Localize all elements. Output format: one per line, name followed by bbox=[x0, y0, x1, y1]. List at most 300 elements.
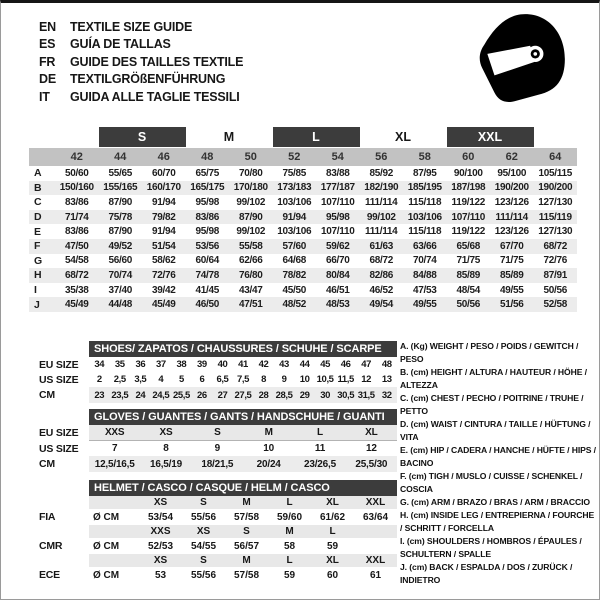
measure-value: 185/195 bbox=[407, 182, 442, 194]
shoe-eu-size: 46 bbox=[340, 359, 351, 370]
size-column-header: 44 bbox=[114, 151, 127, 163]
measure-value: 75/78 bbox=[108, 211, 133, 223]
glove-cm-size: 25,5/30 bbox=[355, 458, 388, 470]
helmet-size: M bbox=[285, 526, 294, 537]
helmet-size: XS bbox=[196, 526, 211, 537]
measure-value: 99/102 bbox=[366, 211, 396, 223]
glove-size: XXS bbox=[104, 427, 125, 438]
measure-value: 87/95 bbox=[412, 167, 437, 179]
us-size-label: US SIZE bbox=[39, 442, 79, 455]
row-letter: F bbox=[34, 240, 41, 253]
measure-value: 65/75 bbox=[195, 167, 220, 179]
group-spacer bbox=[534, 127, 578, 147]
language-title-list bbox=[39, 18, 243, 106]
gloves-table-header: GLOVES / GUANTES / GANTS / HANDSCHUHE / GUANTI bbox=[89, 409, 397, 425]
diameter-label: Ø CM bbox=[93, 511, 120, 523]
measure-value: 68/72 bbox=[369, 255, 394, 267]
size-group-xl: XL bbox=[395, 130, 411, 144]
shoe-eu-size: 48 bbox=[381, 359, 392, 370]
measure-value: 103/106 bbox=[277, 226, 312, 238]
helmet-cm-value: 55/56 bbox=[190, 511, 217, 523]
glove-cm-size: 16,5/19 bbox=[150, 458, 182, 470]
measure-value: 119/122 bbox=[451, 196, 485, 208]
helmet-size: XXS bbox=[150, 526, 171, 537]
label-spacer bbox=[29, 554, 89, 567]
cm-label: CM bbox=[39, 389, 55, 401]
measure-value: 80/84 bbox=[325, 269, 350, 281]
language-code: IT bbox=[39, 89, 50, 104]
measure-value: 37/40 bbox=[108, 284, 133, 296]
shoe-us-size: 8 bbox=[261, 374, 266, 385]
row-letter: J bbox=[34, 298, 40, 311]
measure-value: 49/52 bbox=[108, 240, 133, 252]
measure-value: 182/190 bbox=[364, 182, 399, 194]
shoe-eu-size: 41 bbox=[238, 359, 248, 370]
measure-value: 47/50 bbox=[64, 240, 89, 252]
cmr-size-labels bbox=[89, 525, 397, 538]
helmet-cm-value: 55/56 bbox=[190, 569, 217, 581]
size-column-header: 42 bbox=[70, 151, 83, 163]
group-spacer bbox=[29, 127, 99, 147]
label-spacer bbox=[29, 480, 89, 496]
label-spacer bbox=[29, 525, 89, 538]
measure-value: 44/48 bbox=[108, 299, 133, 311]
legend-item: A. (Kg) WEIGHT / PESO / POIDS / GEWITCH / PESO bbox=[400, 341, 579, 364]
measure-value: 173/183 bbox=[277, 182, 312, 194]
measure-value: 95/98 bbox=[195, 226, 220, 238]
measure-value: 47/53 bbox=[412, 284, 437, 296]
measure-value: 64/68 bbox=[282, 255, 307, 267]
helmet-fia-values-row bbox=[29, 509, 397, 525]
helmet-size: XS bbox=[153, 555, 168, 566]
shoe-eu-size: 38 bbox=[176, 359, 187, 370]
ece-label: ECE bbox=[39, 569, 60, 581]
legend-item: H. (cm) INSIDE LEG / ENTREPIERNA / FOURCHE / SCHRITT / FORCELLA bbox=[400, 510, 595, 533]
size-column-header: 58 bbox=[418, 151, 431, 163]
size-group-l: L bbox=[273, 127, 360, 147]
gloves-us-row bbox=[29, 441, 397, 456]
shoe-cm-size: 30,5 bbox=[337, 389, 355, 401]
measure-value: 107/110 bbox=[451, 211, 485, 223]
guide-title: TEXTILE SIZE GUIDE bbox=[70, 19, 193, 34]
helmet-icon bbox=[468, 8, 574, 110]
measure-value: 111/114 bbox=[365, 196, 398, 208]
measure-value: 85/89 bbox=[456, 269, 481, 281]
shoe-cm-size: 27 bbox=[217, 389, 228, 401]
measure-value: 61/63 bbox=[369, 240, 394, 252]
helmet-cm-value: 61/62 bbox=[319, 511, 346, 523]
measure-value: 72/76 bbox=[543, 255, 568, 267]
measure-value: 187/198 bbox=[451, 182, 486, 194]
cmr-label: CMR bbox=[39, 540, 63, 552]
helmet-cm-value: 52/53 bbox=[147, 540, 174, 552]
measure-value: 55/58 bbox=[238, 240, 263, 252]
measure-value: 53/56 bbox=[195, 240, 220, 252]
helmet-header-row bbox=[29, 480, 397, 496]
glove-us-size: 8 bbox=[163, 443, 169, 454]
measure-value: 99/102 bbox=[236, 196, 266, 208]
measure-value: 71/75 bbox=[499, 255, 524, 267]
legend-item: F. (cm) TIGH / MUSLO / CUISSE / SCHENKEL / COSCIA bbox=[400, 471, 583, 494]
glove-size: S bbox=[214, 427, 221, 438]
shoe-eu-size: 37 bbox=[155, 359, 166, 370]
glove-cm-size: 20/24 bbox=[256, 458, 281, 470]
measure-value: 49/55 bbox=[499, 284, 524, 296]
helmet-cm-value: 59 bbox=[283, 569, 296, 581]
shoe-cm-size: 23 bbox=[94, 389, 105, 401]
shoe-us-size: 3,5 bbox=[134, 374, 147, 385]
measure-value: 123/126 bbox=[494, 226, 529, 238]
size-column-header: 50 bbox=[244, 151, 257, 163]
glove-us-size: 9 bbox=[214, 443, 220, 454]
helmet-size: XL bbox=[326, 497, 339, 508]
measure-value: 99/102 bbox=[236, 226, 266, 238]
measure-value: 55/65 bbox=[108, 167, 133, 179]
shoe-us-size: 6 bbox=[199, 374, 205, 385]
glove-us-size: 10 bbox=[263, 443, 275, 454]
size-column-header: 48 bbox=[201, 151, 214, 163]
measure-value: 115/119 bbox=[538, 211, 572, 223]
measure-value: 75/85 bbox=[282, 167, 307, 179]
measure-value: 105/115 bbox=[538, 167, 572, 179]
helmet-size: L bbox=[329, 526, 336, 537]
language-row bbox=[39, 88, 243, 106]
helmet-cm-value: 53 bbox=[154, 569, 167, 581]
measure-value: 107/110 bbox=[321, 226, 355, 238]
measure-value: 127/130 bbox=[538, 196, 573, 208]
shoe-eu-size: 40 bbox=[217, 359, 228, 370]
row-letter: B bbox=[34, 181, 42, 194]
measure-value: 70/74 bbox=[108, 269, 133, 281]
measure-value: 111/114 bbox=[365, 226, 398, 238]
shoes-header-row bbox=[29, 341, 397, 357]
language-row bbox=[39, 36, 243, 54]
shoe-eu-size: 44 bbox=[299, 359, 310, 370]
shoe-cm-size: 28 bbox=[258, 389, 269, 401]
measure-value: 83/88 bbox=[325, 167, 350, 179]
size-number-row bbox=[29, 148, 577, 166]
shoe-cm-size: 23,5 bbox=[111, 389, 129, 401]
measure-value: 50/56 bbox=[456, 299, 481, 311]
legend-item: I. (cm) SHOULDERS / HOMBROS / ÉPAULES / SCHULTERN / SPALLE bbox=[400, 536, 582, 559]
glove-cm-size: 23/26,5 bbox=[304, 458, 336, 470]
shoe-cm-size: 25,5 bbox=[172, 389, 190, 401]
eu-size-label: EU SIZE bbox=[39, 358, 79, 371]
helmet-cm-value: 61 bbox=[369, 569, 382, 581]
measure-value: 72/76 bbox=[151, 269, 176, 281]
legend-item: D. (cm) WAIST / CINTURA / TAILLE / HÜFTUNG / VITA bbox=[400, 419, 591, 442]
measure-row-h bbox=[29, 268, 577, 283]
glove-size: XL bbox=[365, 427, 378, 438]
measure-value: 48/54 bbox=[456, 284, 481, 296]
measure-row-d bbox=[29, 210, 577, 225]
measure-value: 103/106 bbox=[277, 196, 312, 208]
measure-value: 68/72 bbox=[64, 269, 89, 281]
helmet-cm-value: 59/60 bbox=[276, 511, 303, 523]
measure-value: 50/56 bbox=[543, 284, 568, 296]
helmet-table-header: HELMET / CASCO / CASQUE / HELM / CASCO bbox=[89, 480, 397, 496]
measure-value: 45/49 bbox=[151, 299, 176, 311]
textile-size-table bbox=[29, 127, 577, 312]
label-spacer bbox=[29, 409, 89, 425]
helmet-cm-value: 60 bbox=[326, 569, 339, 581]
size-column-header: 56 bbox=[375, 151, 388, 163]
shoes-table-header: SHOES/ ZAPATOS / CHAUSSURES / SCHUHE / SCARPE bbox=[89, 341, 397, 357]
measure-value: 54/58 bbox=[64, 255, 89, 267]
ece-values bbox=[89, 567, 397, 583]
eu-size-label: EU SIZE bbox=[39, 427, 79, 439]
measure-value: 68/72 bbox=[543, 240, 568, 252]
diameter-spacer bbox=[89, 525, 139, 538]
guide-title: GUIDA ALLE TAGLIE TESSILI bbox=[70, 89, 240, 104]
measure-value: 45/50 bbox=[282, 284, 307, 296]
helmet-cm-value: 56/57 bbox=[233, 540, 260, 552]
shoe-us-size: 10 bbox=[299, 374, 310, 385]
measure-value: 87/90 bbox=[108, 226, 133, 238]
measure-value: 71/74 bbox=[64, 211, 89, 223]
measure-value: 50/60 bbox=[64, 167, 89, 179]
cmr-values bbox=[89, 538, 397, 554]
legend-item: J. (cm) BACK / ESPALDA / DOS / ZURÜCK / INDIETRO bbox=[400, 562, 573, 585]
shoes-cm-values bbox=[89, 387, 397, 403]
glove-us-size: 7 bbox=[111, 443, 118, 454]
diameter-spacer bbox=[89, 496, 139, 509]
size-column-header: 64 bbox=[549, 151, 562, 163]
helmet-cmr-values-row bbox=[29, 538, 397, 554]
shoe-cm-size: 27,5 bbox=[234, 389, 252, 401]
shoe-cm-size: 29 bbox=[299, 389, 310, 401]
size-column-header: 54 bbox=[331, 151, 344, 163]
measure-value: 46/50 bbox=[195, 299, 220, 311]
helmet-size: M bbox=[242, 555, 251, 566]
shoe-us-size: 10,5 bbox=[316, 374, 334, 385]
fia-values bbox=[89, 509, 397, 525]
language-row bbox=[39, 18, 243, 36]
shoes-eu-values bbox=[89, 357, 397, 372]
fia-size-labels bbox=[89, 496, 397, 509]
size-group-s: S bbox=[99, 127, 186, 147]
glove-us-size: 12 bbox=[365, 443, 377, 454]
shoe-eu-size: 42 bbox=[258, 359, 269, 370]
shoes-cm-row bbox=[29, 387, 397, 403]
helmet-cm-value: 57/58 bbox=[233, 569, 260, 581]
glove-size: XS bbox=[159, 427, 173, 438]
helmet-fia-sizes-row bbox=[29, 496, 397, 509]
shoe-cm-size: 28,5 bbox=[275, 389, 293, 401]
measure-value: 123/126 bbox=[494, 196, 529, 208]
helmet-cm-value: 57/58 bbox=[233, 511, 260, 523]
shoe-eu-size: 35 bbox=[114, 359, 125, 370]
measure-row-b bbox=[29, 181, 577, 196]
helmet-size: M bbox=[242, 497, 251, 508]
measure-value: 48/52 bbox=[282, 299, 307, 311]
shoe-eu-size: 39 bbox=[197, 359, 207, 370]
measure-value: 46/52 bbox=[369, 284, 394, 296]
helmet-size: S bbox=[200, 497, 207, 508]
helmet-size: XXL bbox=[365, 555, 386, 566]
measure-value: 87/90 bbox=[238, 211, 263, 223]
measure-value: 46/51 bbox=[325, 284, 350, 296]
language-code: ES bbox=[39, 37, 56, 52]
measure-value: 103/106 bbox=[407, 211, 442, 223]
measure-value: 47/51 bbox=[238, 299, 263, 311]
shoe-us-size: 6,5 bbox=[216, 374, 229, 385]
measure-value: 91/94 bbox=[151, 196, 176, 208]
measure-value: 51/54 bbox=[151, 240, 176, 252]
measure-value: 49/54 bbox=[369, 299, 394, 311]
measure-value: 115/118 bbox=[408, 196, 442, 208]
size-column-header: 46 bbox=[157, 151, 170, 163]
measure-value: 177/187 bbox=[320, 182, 355, 194]
measure-value: 71/75 bbox=[456, 255, 481, 267]
shoe-cm-size: 30 bbox=[320, 389, 331, 401]
shoe-us-size: 9 bbox=[281, 374, 287, 385]
gloves-header-row bbox=[29, 409, 397, 425]
shoe-us-size: 4 bbox=[158, 374, 164, 385]
measure-value: 62/66 bbox=[238, 255, 263, 267]
measure-value: 41/45 bbox=[195, 284, 220, 296]
measure-value: 84/88 bbox=[412, 269, 437, 281]
ece-size-labels bbox=[89, 554, 397, 567]
helmet-size: L bbox=[286, 555, 293, 566]
row-letter: G bbox=[34, 254, 43, 267]
gloves-eu-row bbox=[29, 425, 397, 441]
size-column-header: 62 bbox=[505, 151, 518, 163]
shoe-eu-size: 43 bbox=[279, 359, 289, 370]
fia-label: FIA bbox=[39, 511, 56, 523]
measure-value: 56/60 bbox=[108, 255, 133, 267]
measure-value: 49/55 bbox=[412, 299, 437, 311]
measure-value: 90/100 bbox=[453, 167, 483, 179]
helmet-size: XS bbox=[153, 497, 168, 508]
measure-value: 190/200 bbox=[538, 182, 573, 194]
measure-value: 91/94 bbox=[151, 226, 176, 238]
helmet-ece-sizes-row bbox=[29, 554, 397, 567]
shoe-us-size: 7,5 bbox=[236, 374, 249, 385]
measure-value: 83/86 bbox=[195, 211, 220, 223]
helmet-size: S bbox=[243, 526, 250, 537]
helmet-ece-values-row bbox=[29, 567, 397, 583]
measure-value: 78/82 bbox=[282, 269, 307, 281]
diameter-label: Ø CM bbox=[93, 569, 120, 581]
measure-value: 52/58 bbox=[543, 299, 568, 311]
language-code: EN bbox=[39, 19, 56, 34]
helmet-cm-value: 59 bbox=[326, 540, 339, 552]
helmet-cm-value: 63/64 bbox=[362, 511, 389, 523]
shoe-us-size: 2,5 bbox=[113, 374, 126, 385]
measure-row-c bbox=[29, 195, 577, 210]
diameter-spacer bbox=[89, 554, 139, 567]
label-spacer bbox=[29, 341, 89, 357]
shoe-us-size: 2 bbox=[96, 374, 102, 385]
measure-value: 45/49 bbox=[64, 299, 89, 311]
shoe-eu-size: 47 bbox=[361, 359, 372, 370]
measure-value: 85/89 bbox=[499, 269, 524, 281]
shoes-us-values bbox=[89, 372, 397, 387]
measure-value: 190/200 bbox=[494, 182, 529, 194]
measure-value: 87/91 bbox=[543, 269, 568, 281]
legend-item: G. (cm) ARM / BRAZO / BRAS / ARM / BRACCIO bbox=[400, 497, 590, 507]
measure-value: 43/47 bbox=[238, 284, 263, 296]
us-size-label: US SIZE bbox=[39, 373, 79, 386]
measure-value: 95/98 bbox=[195, 196, 220, 208]
measure-value: 63/66 bbox=[412, 240, 437, 252]
measure-value: 95/100 bbox=[497, 167, 527, 179]
legend-item: E. (cm) HIP / CADERA / HANCHE / HÜFTE / HIPS / BACINO bbox=[400, 445, 596, 468]
shoe-us-size: 13 bbox=[381, 374, 392, 385]
shoe-cm-size: 26 bbox=[197, 389, 207, 401]
gloves-cm-row bbox=[29, 456, 397, 472]
helmet-cm-value: 54/55 bbox=[190, 540, 217, 552]
shoe-cm-size: 31,5 bbox=[357, 389, 375, 401]
measure-value: 58/62 bbox=[151, 255, 176, 267]
shoe-us-size: 11,5 bbox=[337, 374, 354, 385]
shoe-cm-size: 24 bbox=[135, 389, 146, 401]
measure-row-j bbox=[29, 297, 577, 312]
measure-value: 170/180 bbox=[233, 182, 268, 194]
shoe-eu-size: 36 bbox=[135, 359, 146, 370]
size-column-header: 60 bbox=[462, 151, 475, 163]
accessory-tables bbox=[29, 341, 397, 583]
glove-cm-size: 18/21,5 bbox=[201, 458, 234, 470]
helmet-size: XXL bbox=[365, 497, 386, 508]
measure-value: 57/60 bbox=[282, 240, 307, 252]
shoe-us-size: 5 bbox=[178, 374, 184, 385]
measure-value: 83/86 bbox=[64, 196, 89, 208]
measurement-legend bbox=[400, 340, 597, 587]
measure-row-a bbox=[29, 166, 577, 181]
measure-value: 59/62 bbox=[325, 240, 350, 252]
glove-size: L bbox=[317, 427, 323, 438]
helmet-cmr-sizes-row bbox=[29, 525, 397, 538]
measure-value: 91/94 bbox=[282, 211, 307, 223]
measure-value: 127/130 bbox=[538, 226, 573, 238]
measure-value: 74/78 bbox=[195, 269, 220, 281]
language-row bbox=[39, 71, 243, 89]
row-letter-spacer bbox=[29, 148, 55, 166]
measure-value: 107/110 bbox=[321, 196, 355, 208]
row-letter: I bbox=[34, 284, 37, 297]
measure-value: 76/80 bbox=[238, 269, 263, 281]
shoe-cm-size: 32 bbox=[381, 389, 392, 401]
shoes-eu-row bbox=[29, 357, 397, 372]
measure-value: 165/175 bbox=[190, 182, 225, 194]
measure-row-f bbox=[29, 239, 577, 254]
guide-title: GUÍA DE TALLAS bbox=[70, 37, 171, 52]
measure-value: 65/68 bbox=[456, 240, 481, 252]
guide-title: GUIDE DES TAILLES TEXTILE bbox=[70, 54, 244, 69]
helmet-cm-value: 53/54 bbox=[147, 511, 174, 523]
gloves-size-values bbox=[89, 425, 397, 441]
measure-value: 150/160 bbox=[59, 182, 94, 194]
row-letter: E bbox=[34, 225, 42, 238]
measure-value: 119/122 bbox=[451, 226, 485, 238]
measure-value: 35/38 bbox=[64, 284, 89, 296]
shoe-us-size: 12 bbox=[361, 374, 372, 385]
measure-row-g bbox=[29, 254, 577, 269]
measure-value: 39/42 bbox=[151, 284, 176, 296]
shoes-us-row bbox=[29, 372, 397, 387]
measure-value: 83/86 bbox=[64, 226, 89, 238]
measure-value: 51/56 bbox=[499, 299, 524, 311]
measure-value: 70/80 bbox=[238, 167, 263, 179]
diameter-label: Ø CM bbox=[93, 540, 120, 552]
language-row bbox=[39, 53, 243, 71]
row-letter: D bbox=[34, 211, 42, 224]
label-spacer bbox=[29, 496, 89, 509]
measure-value: 115/118 bbox=[408, 226, 442, 238]
size-group-xxl: XXL bbox=[447, 127, 534, 147]
